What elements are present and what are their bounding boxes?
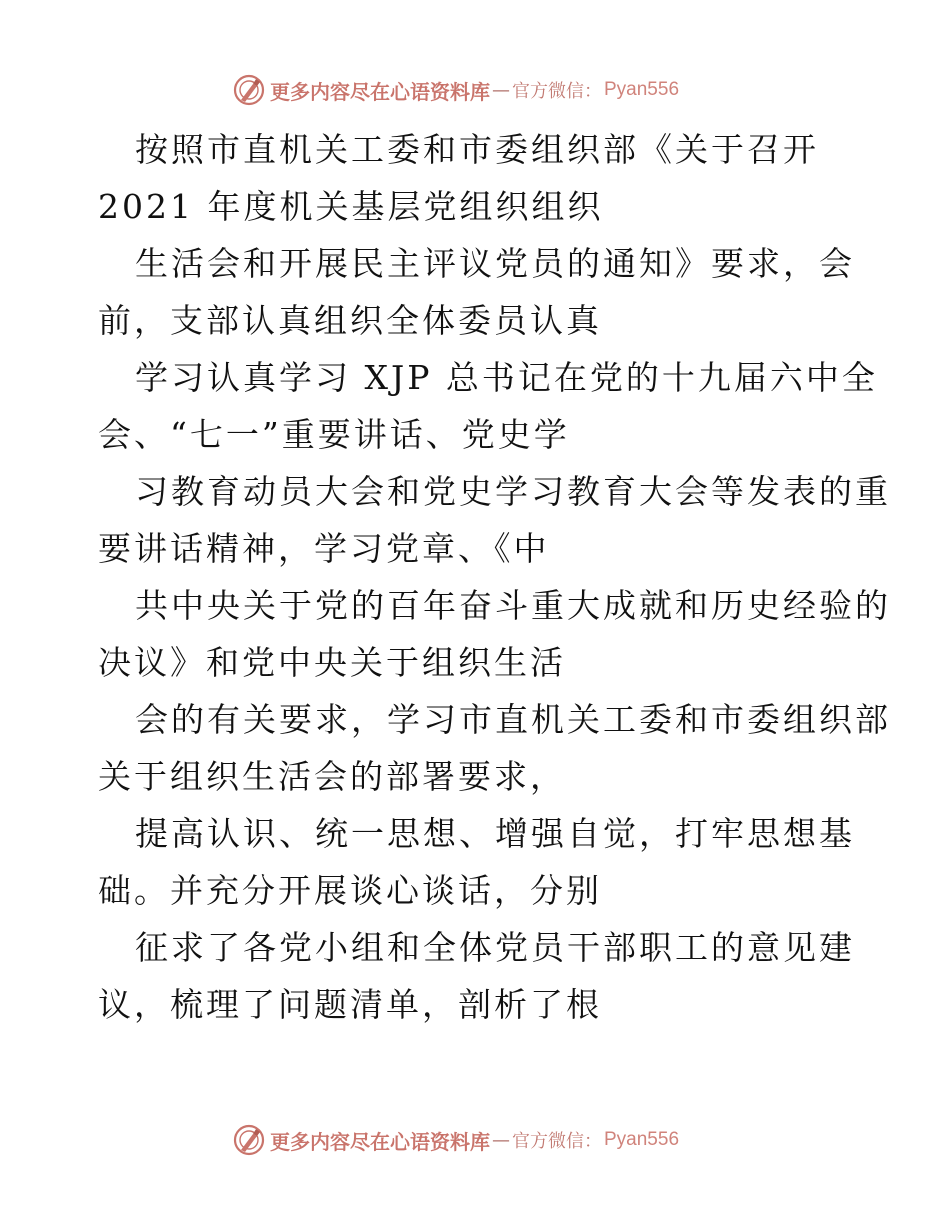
- text-line: 共中央关于党的百年奋斗重大成就和历史经验的: [135, 586, 891, 625]
- text-line: 前，支部认真组织全体委员认真: [98, 301, 602, 340]
- watermark-sub-text: 官方微信：: [512, 81, 602, 102]
- text-line: 习教育动员大会和党史学习教育大会等发表的重: [135, 472, 891, 511]
- text-line: 会的有关要求，学习市直机关工委和市委组织部: [135, 700, 891, 739]
- watermark-main-text: 更多内容尽在心语资料库: [270, 79, 490, 104]
- text-line: 要讲话精神，学习党章、《中: [98, 529, 550, 568]
- text-line: 关于组织生活会的部署要求，: [98, 757, 566, 796]
- text-line: 征求了各党小组和全体党员干部职工的意见建: [135, 928, 855, 967]
- watermark-dash: —: [492, 1129, 510, 1151]
- text-line: 础。并充分开展谈心谈话，分别: [98, 871, 602, 910]
- watermark-dash: —: [492, 79, 510, 101]
- text-line: 按照市直机关工委和市委组织部《关于召开: [135, 130, 819, 169]
- watermark-footer: [232, 1122, 679, 1158]
- text-line: 决议》和党中央关于组织生活: [98, 643, 566, 682]
- pen-nib-logo-icon: [232, 1123, 266, 1157]
- text-line: 生活会和开展民主评议党员的通知》要求，会: [135, 244, 855, 283]
- text-line: 提高认识、统一思想、增强自觉，打牢思想基: [135, 814, 855, 853]
- watermark-header: [232, 72, 679, 108]
- text-line: 2021 年度机关基层党组织组织: [98, 187, 604, 226]
- watermark-wechat-id: Pyan556: [604, 79, 680, 100]
- text-line: 学习认真学习 XJP 总书记在党的十九届六中全: [135, 358, 878, 397]
- text-line: 议，梳理了问题清单，剖析了根: [98, 985, 602, 1024]
- watermark-main-text: 更多内容尽在心语资料库: [270, 1129, 490, 1154]
- pen-nib-logo-icon: [232, 73, 266, 107]
- watermark-wechat-id: Pyan556: [604, 1129, 680, 1150]
- text-line: 会、“七一”重要讲话、党史学: [98, 415, 570, 454]
- watermark-sub-text: 官方微信：: [512, 1131, 602, 1152]
